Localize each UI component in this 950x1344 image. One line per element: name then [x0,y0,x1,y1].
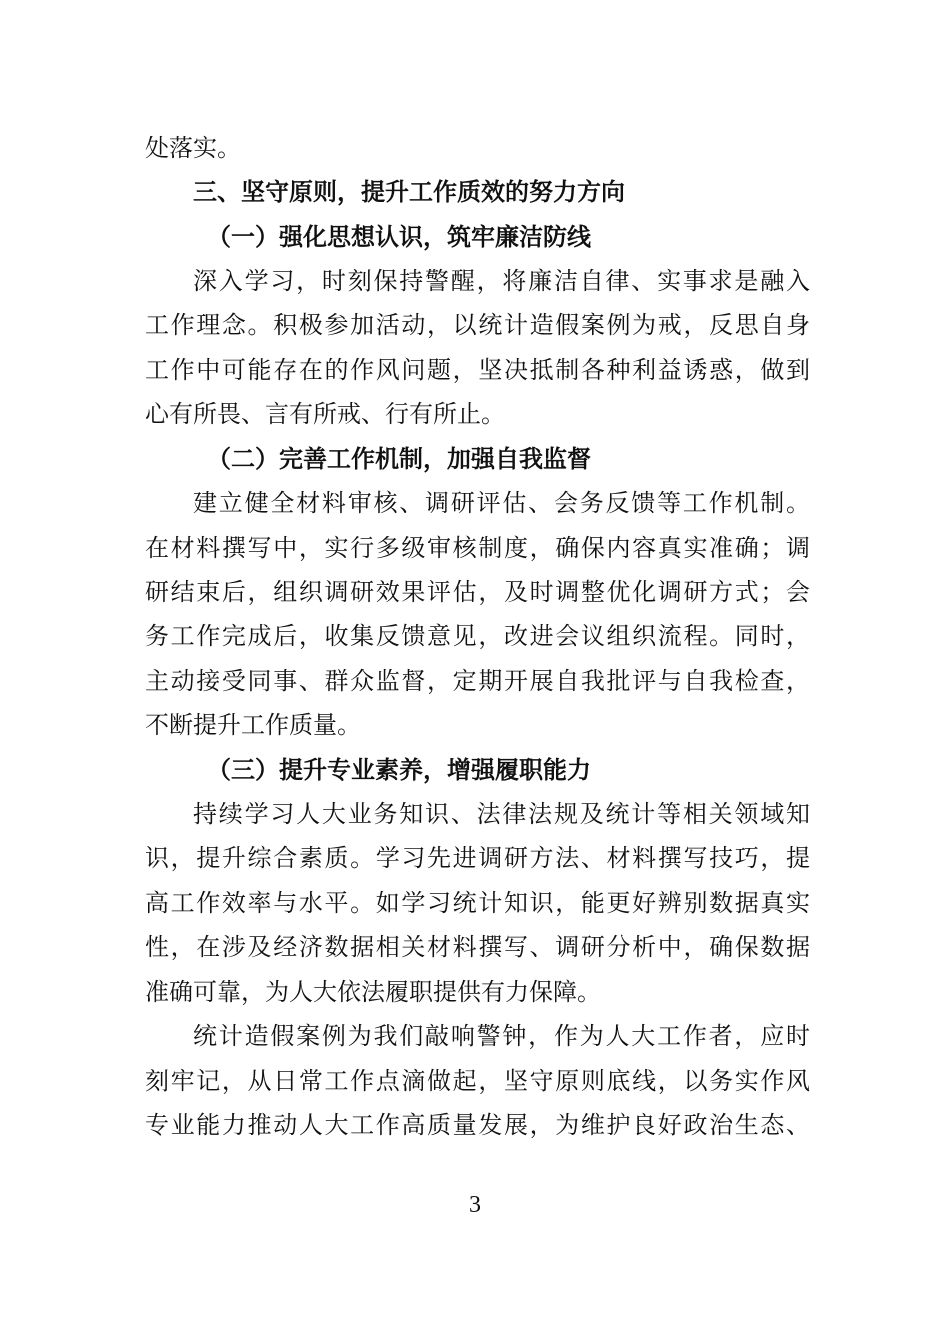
paragraph-line: 持续学习人大业务知识、法律法规及统计等相关领域知 [193,800,810,828]
paragraph-line: 刻牢记，从日常工作点滴做起，坚守原则底线，以务实作风 [145,1067,810,1095]
paragraph-line: 性，在涉及经济数据相关材料撰写、调研分析中，确保数据 [145,933,810,961]
section-heading: 三、坚守原则，提升工作质效的努力方向 [193,178,625,206]
paragraph-line: 深入学习，时刻保持警醒，将廉洁自律、实事求是融入 [193,267,810,295]
paragraph-line: 研结束后，组织调研效果评估，及时调整优化调研方式；会 [145,578,810,606]
paragraph-line: 心有所畏、言有所戒、行有所止。 [145,400,505,428]
paragraph-line: 专业能力推动人大工作高质量发展，为维护良好政治生态、 [145,1111,810,1139]
paragraph-line: 务工作完成后，收集反馈意见，改进会议组织流程。同时， [145,622,810,650]
page-number: 3 [469,1192,481,1218]
subsection-heading: （三）提升专业素养，增强履职能力 [207,755,591,784]
paragraph-line: 工作理念。积极参加活动，以统计造假案例为戒，反思自身 [145,311,810,339]
paragraph-line: 处落实。 [145,134,241,162]
paragraph-line: 主动接受同事、群众监督，定期开展自我批评与自我检查， [145,667,810,695]
subsection-heading: （二）完善工作机制，加强自我监督 [207,444,591,473]
paragraph-line: 在材料撰写中，实行多级审核制度，确保内容真实准确；调 [145,534,810,562]
subsection-heading: （一）强化思想认识，筑牢廉洁防线 [207,222,591,251]
paragraph-line: 准确可靠，为人大依法履职提供有力保障。 [145,978,601,1006]
paragraph-line: 识，提升综合素质。学习先进调研方法、材料撰写技巧，提 [145,844,810,872]
paragraph-line: 工作中可能存在的作风问题，坚决抵制各种利益诱惑，做到 [145,356,810,384]
paragraph-line: 建立健全材料审核、调研评估、会务反馈等工作机制。 [193,489,810,517]
paragraph-line: 统计造假案例为我们敲响警钟，作为人大工作者，应时 [193,1022,810,1050]
paragraph-line: 高工作效率与水平。如学习统计知识，能更好辨别数据真实 [145,889,810,917]
paragraph-line: 不断提升工作质量。 [145,711,361,739]
